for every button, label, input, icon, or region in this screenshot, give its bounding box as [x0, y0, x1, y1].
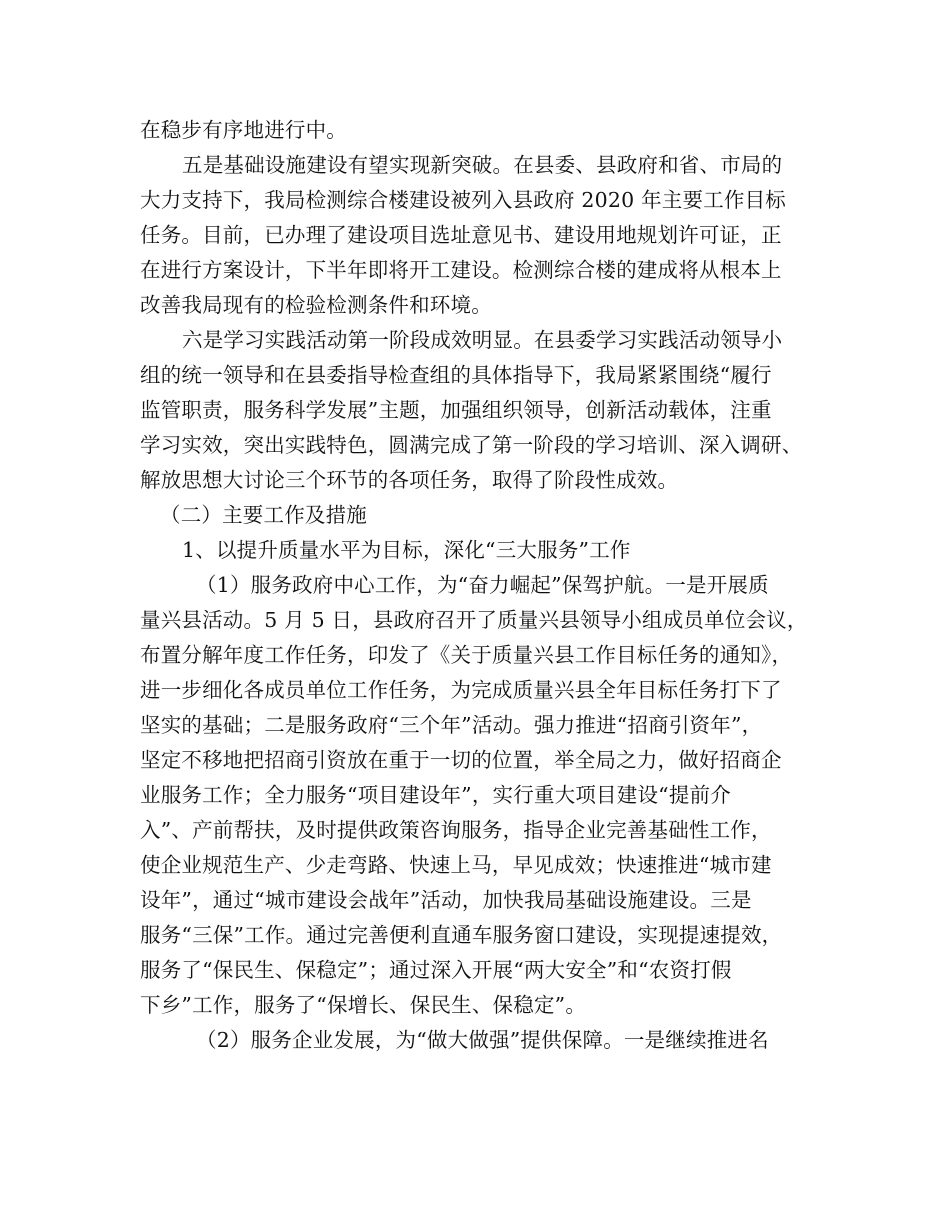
- text-line: 在稳步有序地进行中。: [140, 118, 347, 142]
- paragraph-first-line: （2）服务企业发展，为“做大做强”提供保障。一是继续推进名: [196, 1028, 769, 1052]
- text-line: 改善我局现有的检验检测条件和环境。: [140, 293, 492, 317]
- text-line: 使企业规范生产、少走弯路、快速上马，早见成效；快速推进“城市建: [140, 853, 772, 877]
- text-line: 进一步细化各成员单位工作任务，为完成质量兴县全年目标任务打下了: [140, 678, 782, 702]
- text-line: 布置分解年度工作任务，印发了《关于质量兴县工作目标任务的通知》，: [140, 643, 793, 667]
- text-line: 业服务工作；全力服务“项目建设年”，实行重大项目建设“提前介: [140, 783, 731, 807]
- section-heading: （二）主要工作及措施: [160, 503, 367, 527]
- paragraph-first-line: （1）服务政府中心工作，为“奋力崛起”保驾护航。一是开展质: [196, 573, 769, 597]
- text-line: 组的统一领导和在县委指导检查组的具体指导下，我局紧紧围绕“履行: [140, 363, 772, 387]
- paragraph-first-line: 五是基础设施建设有望实现新突破。在县委、县政府和省、市局的: [182, 153, 783, 177]
- subsection-heading: 1、以提升质量水平为目标，深化“三大服务”工作: [182, 538, 631, 562]
- text-line: 任务。目前，已办理了建设项目选址意见书、建设用地规划许可证，正: [140, 223, 782, 247]
- text-line: 在进行方案设计，下半年即将开工建设。检测综合楼的建成将从根本上: [140, 258, 782, 282]
- text-line: 坚定不移地把招商引资放在重于一切的位置，举全局之力，做好招商企: [140, 748, 782, 772]
- text-line: 服务“三保”工作。通过完善便利直通车服务窗口建设，实现提速提效，: [140, 923, 783, 947]
- paragraph-first-line: 六是学习实践活动第一阶段成效明显。在县委学习实践活动领导小: [182, 328, 783, 352]
- text-line: 下乡”工作，服务了“保增长、保民生、保稳定”。: [140, 993, 587, 1017]
- text-line: 设年”，通过“城市建设会战年”活动，加快我局基础设施建设。三是: [140, 888, 752, 912]
- text-line: 服务了“保民生、保稳定”；通过深入开展“两大安全”和“农资打假: [140, 958, 732, 982]
- text-line: 监管职责，服务科学发展”主题，加强组织领导，创新活动载体，注重: [140, 398, 772, 422]
- text-line: 量兴县活动。5 月 5 日，县政府召开了质量兴县领导小组成员单位会议，: [140, 608, 808, 632]
- text-line: 坚实的基础；二是服务政府“三个年”活动。强力推进“招商引资年”，: [140, 713, 763, 737]
- text-line: 解放思想大讨论三个环节的各项任务，取得了阶段性成效。: [140, 468, 679, 492]
- text-line: 大力支持下，我局检测综合楼建设被列入县政府 2020 年主要工作目标: [140, 188, 787, 212]
- text-line: 入”、产前帮扶，及时提供政策咨询服务，指导企业完善基础性工作，: [140, 818, 772, 842]
- text-line: 学习实效，突出实践特色，圆满完成了第一阶段的学习培训、深入调研、: [140, 433, 803, 457]
